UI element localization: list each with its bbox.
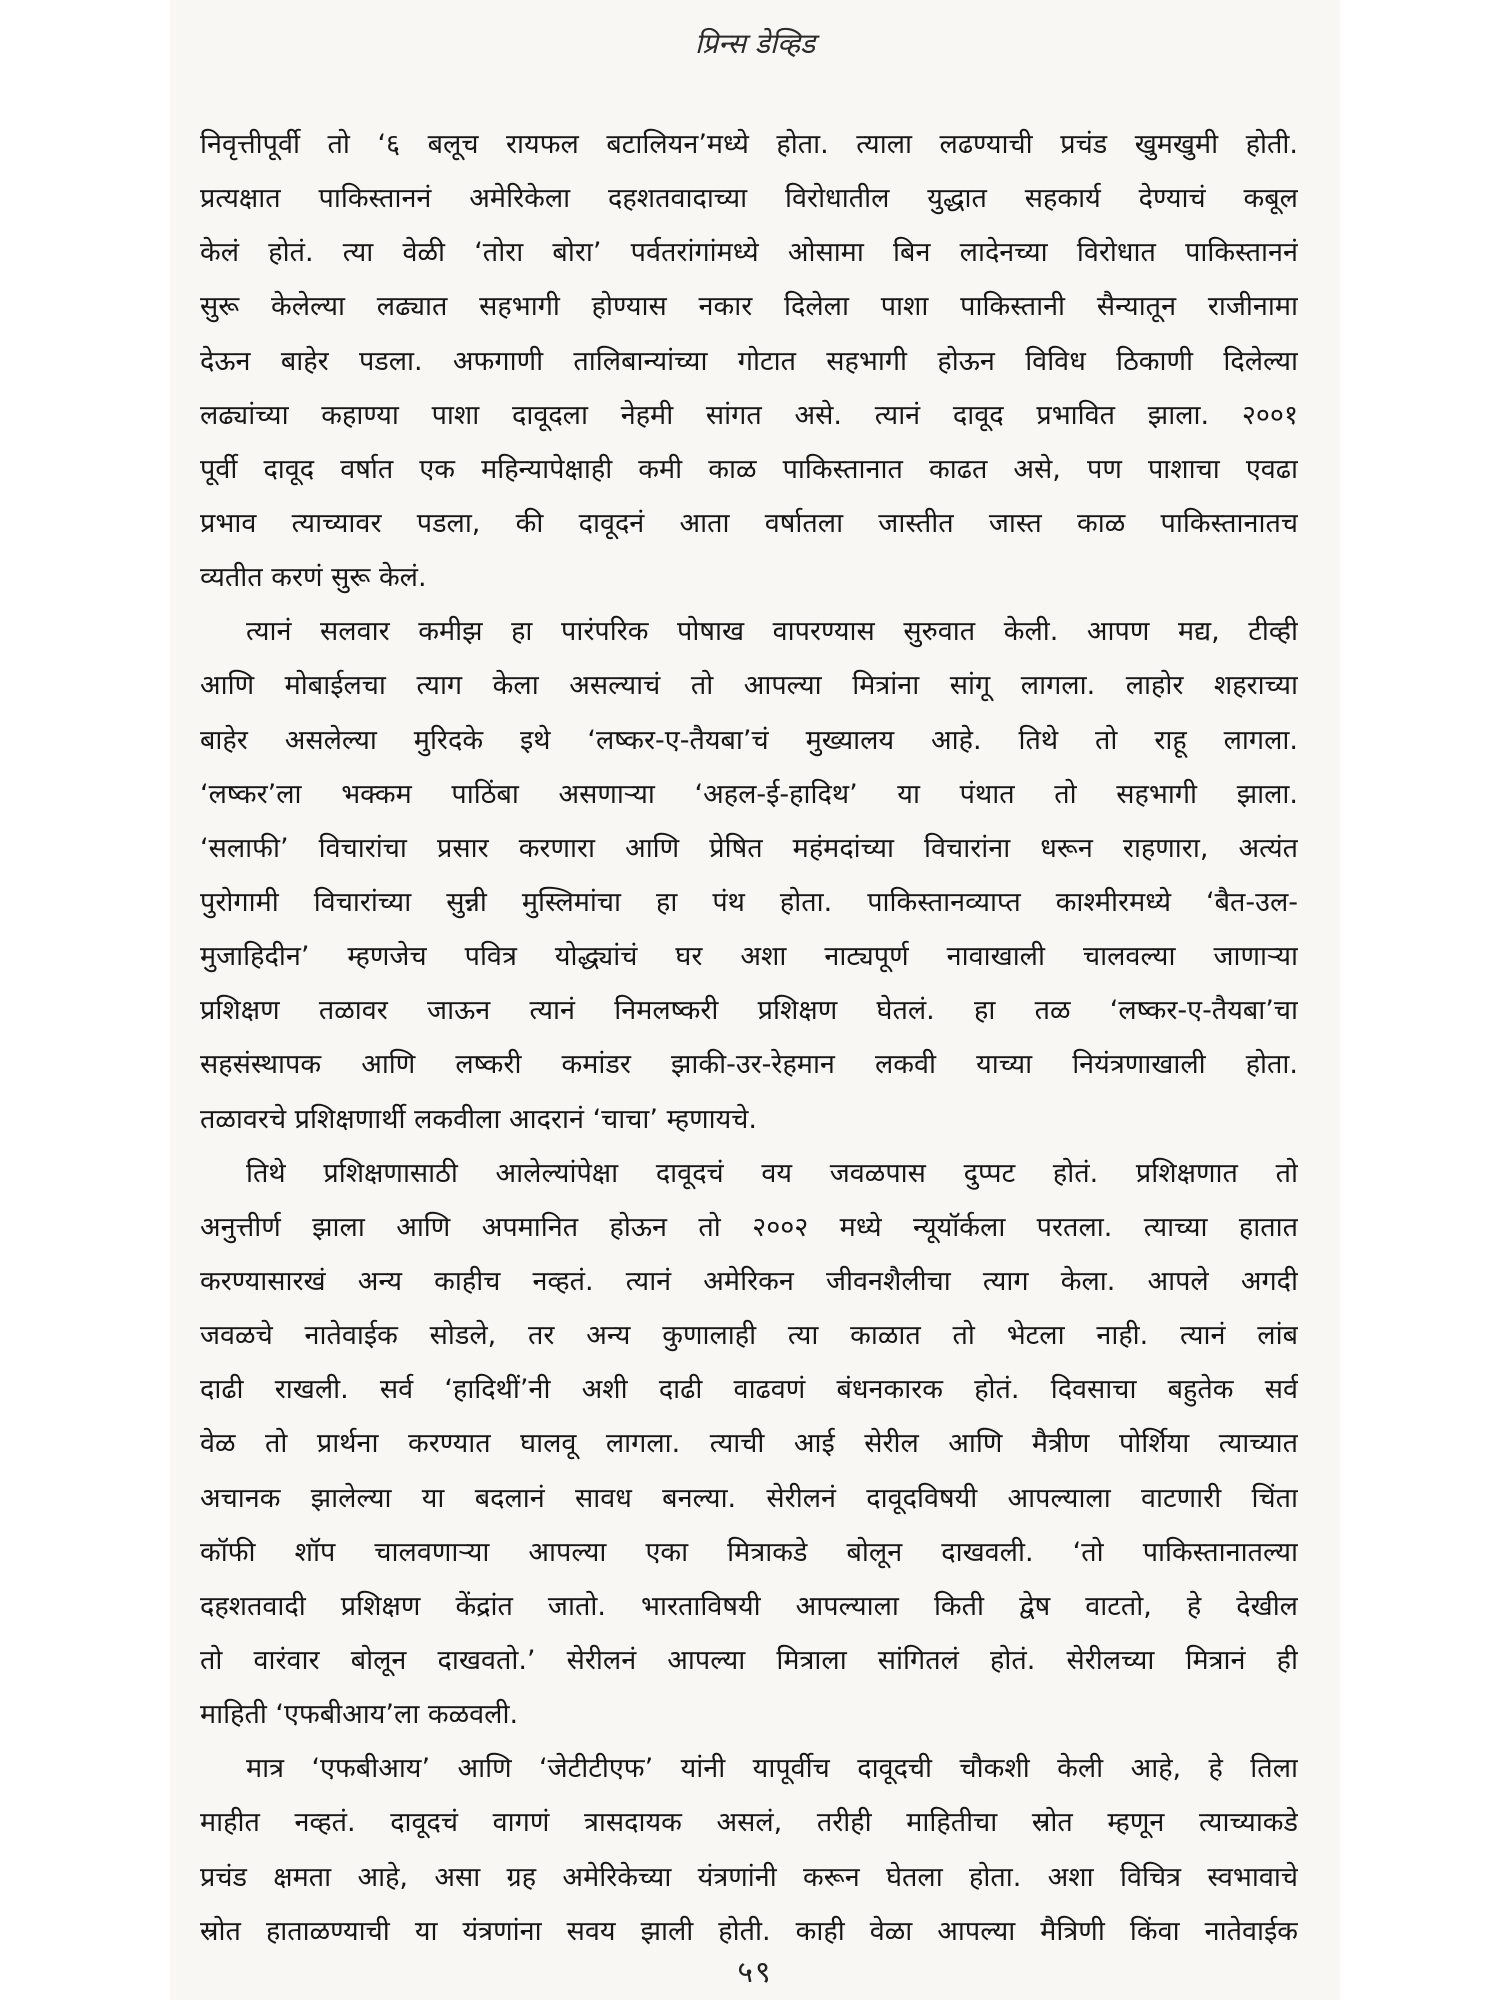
text-line: वेळ तो प्रार्थना करण्यात घालवू लागला. त्याची आई सेरील आणि मैत्रीण पोर्शिया त्याच्यात [200, 1428, 1298, 1460]
text-line: पुरोगामी विचारांच्या सुन्नी मुस्लिमांचा हा पंथ होता. पाकिस्तानव्याप्त काश्मीरमध्ये ‘बैत-उल- [200, 886, 1298, 918]
text-line: त्यानं सलवार कमीझ हा पारंपरिक पोषाख वापरण्यास सुरुवात केली. आपण मद्य, टीव्ही [246, 616, 1298, 648]
text-line: देऊन बाहेर पडला. अफगाणी तालिबान्यांच्या गोटात सहभागी होऊन विविध ठिकाणी दिलेल्या [200, 345, 1298, 377]
paragraph [200, 1742, 1298, 1959]
text-line: पूर्वी दावूद वर्षात एक महिन्यापेक्षाही कमी काळ पाकिस्तानात काढत असे, पण पाशाचा एवढा [200, 453, 1298, 485]
text-line: व्यतीत करणं सुरू केलं. [200, 562, 427, 594]
text-line: ‘सलाफी’ विचारांचा प्रसार करणारा आणि प्रेषित महंमदांच्या विचारांना धरून राहणारा, अत्यंत [200, 832, 1298, 864]
text-line: दहशतवादी प्रशिक्षण केंद्रांत जातो. भारताविषयी आपल्याला किती द्वेष वाटतो, हे देखील [200, 1590, 1298, 1622]
text-line: केलं होतं. त्या वेळी ‘तोरा बोरा’ पर्वतरांगांमध्ये ओसामा बिन लादेनच्या विरोधात पाकिस्ताननं [200, 237, 1298, 269]
text-line: प्रशिक्षण तळावर जाऊन त्यानं निमलष्करी प्रशिक्षण घेतलं. हा तळ ‘लष्कर-ए-तैयबा’चा [200, 995, 1298, 1027]
text-line: निवृत्तीपूर्वी तो ‘६ बलूच रायफल बटालियन’मध्ये होता. त्याला लढण्याची प्रचंड खुमखुमी होती. [200, 129, 1298, 160]
text-line: मुजाहिदीन’ म्हणजेच पवित्र योद्ध्यांचं घर अशा नाट्यपूर्ण नावाखाली चालवल्या जाणाऱ्या [200, 941, 1298, 973]
text-line: स्रोत हाताळण्याची या यंत्रणांना सवय झाली होती. काही वेळा आपल्या मैत्रिणी किंवा नातेवाईक [200, 1915, 1298, 1947]
text-line: तो वारंवार बोलून दाखवतो.’ सेरीलनं आपल्या मित्राला सांगितलं होतं. सेरीलच्या मित्रानं ही [200, 1644, 1298, 1676]
text-line: आणि मोबाईलचा त्याग केला असल्याचं तो आपल्या मित्रांना सांगू लागला. लाहोर शहराच्या [200, 670, 1298, 702]
text-line: मात्र ‘एफबीआय’ आणि ‘जेटीटीएफ’ यांनी यापूर्वीच दावूदची चौकशी केली आहे, हे तिला [246, 1753, 1298, 1785]
running-head: प्रिन्स डेव्हिड [694, 27, 816, 60]
text-line: सहसंस्थापक आणि लष्करी कमांडर झाकी-उर-रेहमान लकवी याच्या नियंत्रणाखाली होता. [200, 1049, 1298, 1081]
text-line: कॉफी शॉप चालवणाऱ्या आपल्या एका मित्राकडे बोलून दाखवली. ‘तो पाकिस्तानातल्या [200, 1536, 1298, 1568]
text-line: तिथे प्रशिक्षणासाठी आलेल्यांपेक्षा दावूदचं वय जवळपास दुप्पट होतं. प्रशिक्षणात तो [246, 1157, 1298, 1189]
text-line: दाढी राखली. सर्व ‘हादिथीं’नी अशी दाढी वाढवणं बंधनकारक होतं. दिवसाचा बहुतेक सर्व [200, 1374, 1298, 1406]
text-line: प्रत्यक्षात पाकिस्ताननं अमेरिकेला दहशतवादाच्या विरोधातील युद्धात सहकार्य देण्याचं कबूल [200, 183, 1298, 215]
book-page [170, 0, 1340, 2000]
text-line: जवळचे नातेवाईक सोडले, तर अन्य कुणालाही त्या काळात तो भेटला नाही. त्यानं लांब [200, 1320, 1298, 1352]
text-line: ‘लष्कर’ला भक्कम पाठिंबा असणाऱ्या ‘अहल-ई-हादिथ’ या पंथात तो सहभागी झाला. [200, 778, 1298, 810]
text-line: बाहेर असलेल्या मुरिदके इथे ‘लष्कर-ए-तैयबा’चं मुख्यालय आहे. तिथे तो राहू लागला. [200, 724, 1298, 756]
text-line: करण्यासारखं अन्य काहीच नव्हतं. त्यानं अमेरिकन जीवनशैलीचा त्याग केला. आपले अगदी [200, 1265, 1298, 1297]
text-line: तळावरचे प्रशिक्षणार्थी लकवीला आदरानं ‘चाचा’ म्हणायचे. [200, 1103, 757, 1135]
text-line: माहिती ‘एफबीआय’ला कळवली. [200, 1699, 519, 1731]
text-line: प्रभाव त्याच्यावर पडला, की दावूदनं आता वर्षातला जास्तीत जास्त काळ पाकिस्तानातच [200, 507, 1298, 539]
page-number: ५९ [737, 1955, 773, 1990]
text-line: माहीत नव्हतं. दावूदचं वागणं त्रासदायक असलं, तरीही माहितीचा स्रोत म्हणून त्याच्याकडे [200, 1807, 1298, 1839]
body-text [200, 118, 1298, 1959]
text-line: अचानक झालेल्या या बदलानं सावध बनल्या. सेरीलनं दावूदविषयी आपल्याला वाटणारी चिंता [200, 1482, 1298, 1514]
text-line: अनुत्तीर्ण झाला आणि अपमानित होऊन तो २००२ मध्ये न्यूयॉर्कला परतला. त्याच्या हातात [200, 1211, 1298, 1243]
paragraph [200, 605, 1298, 1146]
text-line: प्रचंड क्षमता आहे, असा ग्रह अमेरिकेच्या यंत्रणांनी करून घेतला होता. अशा विचित्र स्वभावाचे [200, 1861, 1298, 1893]
text-line: लढ्यांच्या कहाण्या पाशा दावूदला नेहमी सांगत असे. त्यानं दावूद प्रभावित झाला. २००१ [200, 399, 1298, 431]
text-line: सुरू केलेल्या लढ्यात सहभागी होण्यास नकार दिलेला पाशा पाकिस्तानी सैन्यातून राजीनामा [200, 291, 1298, 323]
paragraph [200, 1147, 1298, 1743]
paragraph [200, 118, 1298, 605]
